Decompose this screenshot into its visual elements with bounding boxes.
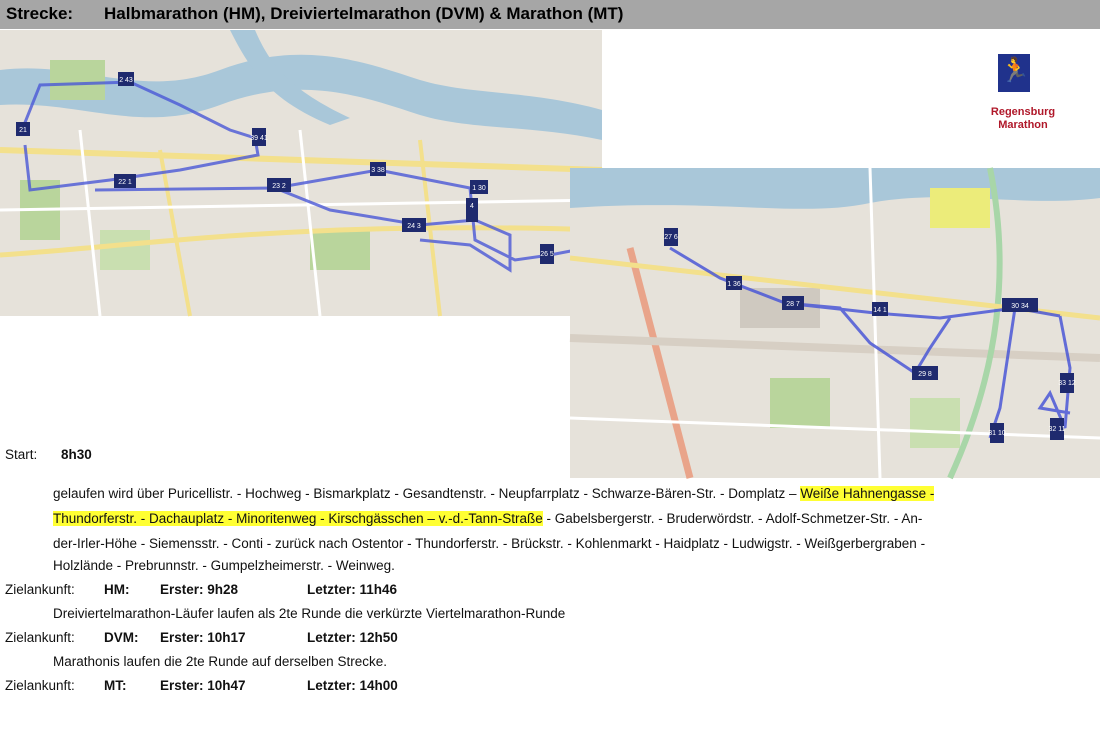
regensburg-marathon-logo [978, 42, 1068, 137]
route-map-west-svg [0, 30, 602, 316]
runner-icon: 🏃 [1000, 57, 1030, 84]
route-line-2 [53, 510, 922, 528]
route-marker [250, 128, 268, 146]
route-line-1 [53, 485, 934, 503]
start-label: Start: [5, 447, 38, 462]
start-time: 8h30 [61, 447, 92, 462]
header-label: Strecke: [6, 4, 74, 23]
dvm-note: Dreiviertelmarathon-Läufer laufen als 2te Runde die verkürzte Viertelmarathon-Runde [53, 606, 566, 621]
finish-first: Erster: 10h47 [160, 678, 246, 693]
svg-text:27 6: 27 6 [664, 234, 678, 241]
svg-text:31 10: 31 10 [988, 430, 1006, 437]
svg-text:33 12: 33 12 [1058, 380, 1076, 387]
finish-label: Zielankunft: [5, 630, 75, 645]
finish-race: MT: [104, 678, 127, 693]
route-marker [118, 72, 134, 86]
route-line-2-rest: - Gabelsbergerstr. - Bruderwördstr. - Adolf-Schmetzer-Str. - An- [546, 511, 923, 526]
finish-last: Letzter: 12h50 [307, 630, 398, 645]
route-marker [1058, 373, 1076, 393]
logo-text-marathon: Marathon [998, 119, 1048, 131]
route-highlight-a: Weiße Hahnengasse - [800, 486, 935, 501]
finish-race: HM: [104, 582, 130, 597]
svg-text:29 8: 29 8 [918, 371, 932, 378]
route-line-3: der-Irler-Höhe - Siemensstr. - Conti - zurück nach Ostentor - Thundorferstr. - Brückstr. - Kohlenmarkt - Haidplatz - Ludwigstr. - Weißgerbergraben - [53, 536, 926, 551]
finish-last: Letzter: 11h46 [307, 582, 398, 597]
finish-label: Zielankunft: [5, 582, 75, 597]
route-marker [540, 244, 554, 264]
svg-text:14 1: 14 1 [873, 307, 887, 314]
route-marker [726, 276, 742, 290]
header-bar [0, 0, 1100, 29]
page-title: Halbmarathon (HM), Dreiviertelmarathon (DVM) & Marathon (MT) [104, 4, 624, 23]
route-marker [114, 174, 136, 188]
route-marker [1049, 418, 1066, 440]
route-marker [782, 296, 804, 310]
finish-first: Erster: 10h17 [160, 630, 246, 645]
mt-note: Marathonis laufen die 2te Runde auf derselben Strecke. [53, 654, 387, 669]
svg-text:23 2: 23 2 [272, 183, 286, 190]
finish-last: Letzter: 14h00 [307, 678, 398, 693]
route-highlight-b: Thundorferstr. - Dachauplatz - Minoritenweg - Kirschgässchen – v.-d.-Tann-Straße [53, 511, 543, 526]
route-marker [988, 423, 1006, 443]
svg-text:32 11: 32 11 [1048, 426, 1066, 433]
svg-text:39 41: 39 41 [250, 135, 268, 142]
svg-text:28 7: 28 7 [786, 301, 800, 308]
route-marker [267, 178, 291, 192]
svg-text:3 38: 3 38 [371, 167, 385, 174]
route-marker [470, 180, 488, 194]
svg-text:24 3: 24 3 [407, 223, 421, 230]
route-marker [912, 366, 938, 380]
route-marker [1002, 298, 1038, 312]
route-marker [16, 122, 30, 136]
route-marker [402, 218, 426, 232]
route-map-east-svg [570, 168, 1100, 478]
route-marker [466, 198, 478, 222]
route-marker [664, 228, 678, 246]
svg-text:22 1: 22 1 [118, 179, 132, 186]
finish-first: Erster: 9h28 [160, 582, 239, 597]
finish-label: Zielankunft: [5, 678, 75, 693]
svg-text:1 36: 1 36 [727, 281, 741, 288]
finish-race: DVM: [104, 630, 139, 645]
route-marker [872, 302, 888, 316]
route-line-4: Holzlände - Prebrunnstr. - Gumpelzheimerstr. - Weinweg. [53, 558, 395, 573]
svg-text:30 34: 30 34 [1011, 303, 1029, 310]
svg-text:26 5: 26 5 [540, 251, 554, 258]
route-map-east [570, 168, 1100, 478]
route-marker [370, 162, 386, 176]
svg-text:21: 21 [19, 127, 27, 134]
svg-text:2 43: 2 43 [119, 77, 133, 84]
logo-text-regensburg: Regensburg [990, 106, 1056, 118]
svg-text:4: 4 [470, 203, 474, 210]
svg-text:1 30: 1 30 [472, 185, 486, 192]
route-map-west [0, 30, 602, 316]
route-intro: gelaufen wird über Puricellistr. - Hochweg - Bismarkplatz - Gesandtenstr. - Neupfarrplatz - Schwarze-Bären-Str. - Domplatz – [53, 486, 797, 501]
